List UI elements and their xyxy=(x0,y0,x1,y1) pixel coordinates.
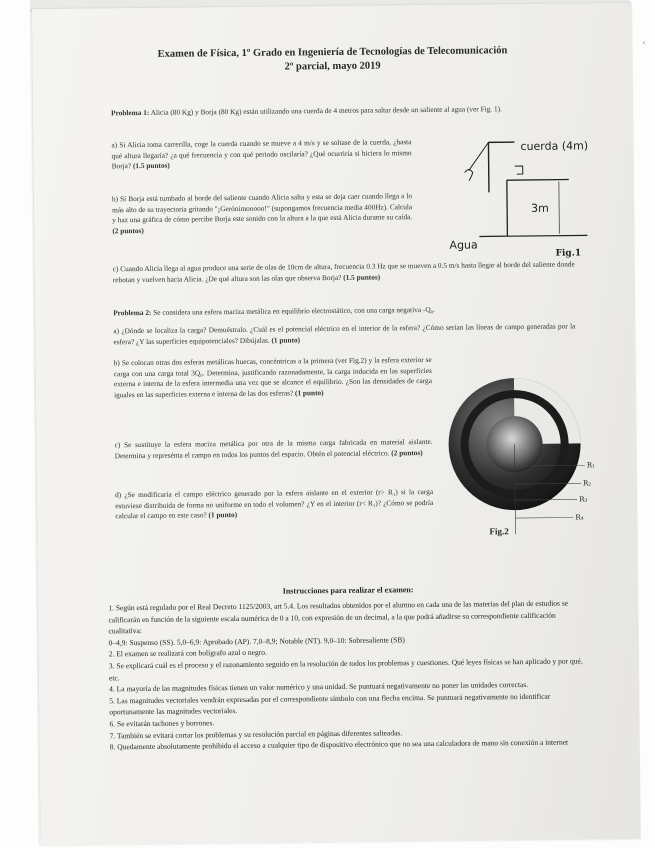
instructions-title: Instrucciones para realizar el examen: xyxy=(282,585,414,596)
figure2-radius-line-4 xyxy=(515,518,573,519)
problem2-a-text: a) ¿Dónde se localiza la carga? Demuéstralo. ¿Cuál es el potencial eléctrico en el interior de la esfera? ¿Cómo serían las líneas de campo generadas por la esfera? ¿Y las superficies equipotenciales? Dibújalas. xyxy=(113,321,576,346)
problem1-part-a xyxy=(111,137,411,172)
problem2-title: Problema 2: xyxy=(113,307,152,318)
figure2 xyxy=(446,365,598,542)
problem1-intro xyxy=(111,104,563,119)
problem2-part-d xyxy=(115,487,433,522)
figure1-water-line xyxy=(479,235,587,236)
exam-sheet xyxy=(32,3,646,845)
exam-title-line2: 2º parcial, mayo 2019 xyxy=(284,60,381,73)
figure2-label-4: R₄ xyxy=(575,513,584,522)
problem1-c-text: c) Cuando Alicia llega al agua produce una serie de olas de 10cm de altura, frecuencia 0.3 Hz que se mueven a 0.5 m/s hasta llegar al borde del saliente donde rebotan y vuelven hacia Alicia. ¿De qué altura son las olas que observa Borja? xyxy=(112,259,575,284)
figure1-water-label: Agua xyxy=(449,238,478,252)
figure1-ledge-top xyxy=(507,180,569,181)
problem1-a-text: a) Si Alicia toma carrerilla, coge la cuerda cuando se mueve a 4 m/s y se soltase de la cuerda, ¿hasta qué altura llegaría? ¿a qué frecuencia y con qué periodo oscilaría? ¿Qué ocurriría si hiciera lo mismo Borja? xyxy=(111,137,412,171)
problem2-a-points: (1 punto) xyxy=(271,334,301,345)
figure1-cliff xyxy=(507,180,508,236)
problem1-title: Problema 1: xyxy=(111,107,150,118)
exam-title-line1: Examen de Física, 1º Grado en Ingeniería de Tecnologías de Telecomunicación xyxy=(157,45,508,60)
instruction-item: 3. Se explicará cuál es el proceso y el razonamiento seguido en la resolución de todos los problemas y cuestiones. Qué leyes físicas se han aplicado y por qué, etc. xyxy=(108,656,583,682)
figure2-label-3: R₃ xyxy=(579,495,588,504)
instruction-item: 4. La mayoría de las magnitudes físicas tienen un valor numérico y una unidad. Se puntuará negativamente no poner las unidades correctas. xyxy=(109,680,529,694)
problem2-part-a xyxy=(113,321,575,347)
figure1-height-label: 3m xyxy=(531,201,549,215)
problem2-intro xyxy=(113,303,575,318)
problem2-intro-text: Se considera una esfera maciza metálica en equilibrio electrostático, con una carga negativa -Q₀. xyxy=(153,304,436,317)
problem2-d-text: d) ¿Se modificaría el campo eléctrico generado por la esfera aislante en el exterior (r> R₁) si la carga estuviese distribuida de forma no uniforme en todo el volumen? ¿Y en el interior (r< R₁)? ¿Cómo se podría calcular el campo en este caso? xyxy=(115,486,434,521)
exam-title xyxy=(92,43,572,76)
problem1-b-points: (2 puntos) xyxy=(112,225,144,236)
problem2-part-c xyxy=(115,437,433,462)
instructions-list xyxy=(108,597,588,753)
figure1-rope xyxy=(468,142,488,170)
figure2-label-2: R₂ xyxy=(582,479,592,488)
figure2-diagram xyxy=(446,365,598,542)
instruction-item: 2. El examen se realizará con bolígrafo azul o negro. xyxy=(108,648,267,659)
corner-mark: ‹ xyxy=(642,36,646,47)
problem1-b-text: b) Si Borja está tumbado al borde del saliente cuando Alicia salta y esta se deja caer cuando llega a lo más alto de su trayectoria gritando "¡Gerónimooooo!" (supongamos frecuencia media 400Hz). Calcula y haz una gráfica de cómo percibe Borja este sonido con la altura a la que está Alicia durante su caída. xyxy=(111,191,413,225)
instruction-item: 5. Las magnitudes vectoriales vendrán expresadas por el correspondiente símbolo con una flecha encima. Se puntuará negativamente no identificar oportunamente las magnitudes vectoriales. xyxy=(109,691,551,717)
problem1-part-b xyxy=(112,191,412,237)
problem2-d-points: (1 punto) xyxy=(208,510,238,520)
figure1-diagram xyxy=(418,131,589,263)
figure2-label-1: R₁ xyxy=(586,461,595,470)
figure1-person-edge xyxy=(515,166,523,174)
instruction-item: 1. Según está regulado por el Real Decreto 1125/2003, art 5.4. Los resultados obtenidos por el alumno en cada una de las materias del plan de estudios se calificarán en función de la siguiente escala numérica de 0 a 10, con expresión de un decimal, a la que podrá añadirse su correspondiente calificación cualitativa: xyxy=(108,598,569,636)
figure1 xyxy=(418,131,589,263)
problem1-part-c xyxy=(113,259,575,285)
instruction-item: 7. También se evitará cortar los problemas y su resolución parcial en páginas diferentes salteadas. xyxy=(109,727,403,740)
figure1-height-arrow xyxy=(559,182,560,234)
instruction-item: 0–4,9: Suspenso (SS). 5,0–6,9: Aprobado (AP). 7,0–8,9; Notable (NT). 9,0–10: Sobresaliente (SB) xyxy=(108,635,405,648)
problem1-a-points: (1.5 puntos) xyxy=(132,160,170,171)
instruction-item: 8. Quedamente absolutamente prohibido el acceso a cualquier tipo de dispositivo electrónico que no sea una calculadora de mano sin conexión a internet xyxy=(109,737,569,752)
problem2-b-text: b) Se colocan otras dos esferas metálicas huecas, concéntricas a la primera (ver Fig.2) y la esfera exterior se carga con una carga total 3Q₀. Determina, justificando razonadamente, la carga inducida en las superficies externa e interna de la esfera intermedia una vez que se alcance el equilibrio. ¿Son las densidades de carga iguales en las superficies externa e interna de las dos esferas? xyxy=(113,354,432,400)
figure1-rope-label: cuerda (4m) xyxy=(520,139,589,154)
instruction-item: 6. Se evitarán tachones y borrones. xyxy=(109,718,215,729)
problem2-c-text: c) Se sustituye la esfera maciza metálica por otra de la misma carga fabricada en material aislante. Determina y represénta el campo en todos los puntos del espacio. Obtén el potencial eléctrico. xyxy=(114,436,433,460)
problem1-c-points: (1.5 puntos) xyxy=(343,272,381,282)
figure1-pole xyxy=(488,142,489,192)
figure2-caption: Fig.2 xyxy=(489,526,509,537)
problem2-part-b xyxy=(114,355,432,401)
problem2-c-points: (2 puntos) xyxy=(391,447,423,457)
figure1-person-swing xyxy=(465,170,473,181)
problem1-intro-text: Alicia (80 Kg) y Borja (80 Kg) están utilizando una cuerda de 4 metros para saltar desde un saliente al agua (ver Fig. 1). xyxy=(150,104,502,117)
problem2-b-points: (1 punto) xyxy=(294,387,324,398)
figure1-caption: Fig.1 xyxy=(555,248,582,259)
